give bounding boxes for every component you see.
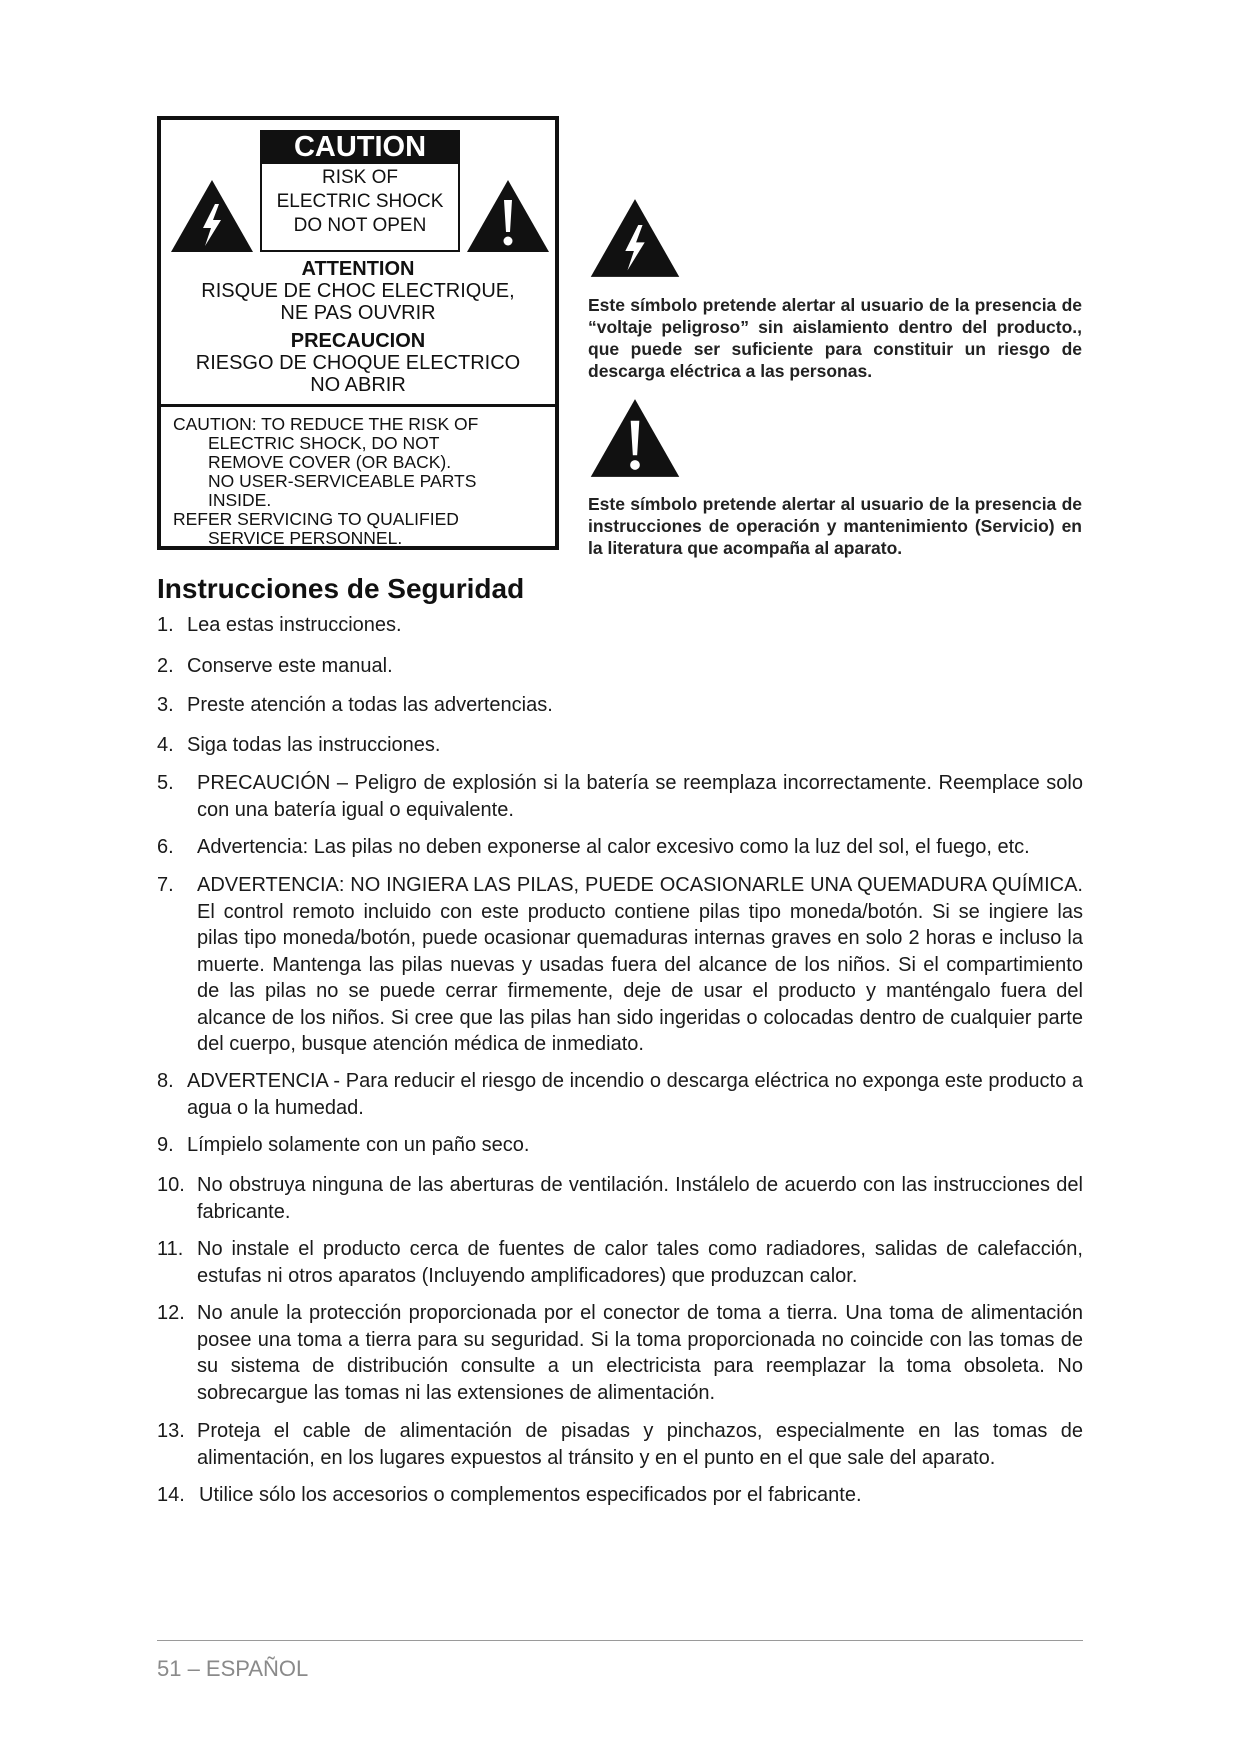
list-item-text: No obstruya ninguna de las aberturas de ventilación. Instálelo de acuerdo con las instrucciones del fabricante. [197, 1174, 1083, 1223]
list-item [157, 1418, 1083, 1471]
list-item [157, 732, 1083, 759]
list-item-number: 7. [157, 874, 174, 896]
spanish-warning-line: NO ABRIR [310, 374, 406, 396]
list-item-text: Conserve este manual. [187, 655, 393, 677]
service-warning-line: CAUTION: TO REDUCE THE RISK OF [173, 414, 479, 434]
risk-line: DO NOT OPEN [293, 215, 427, 236]
risk-line: RISK OF [321, 167, 398, 188]
list-item-number: 8. [157, 1070, 174, 1092]
list-item-text: Utilice sólo los accesorios o complementos especificados por el fabricante. [199, 1484, 862, 1506]
list-item-text: ADVERTENCIA: NO INGIERA LAS PILAS, PUEDE OCASIONARLE UNA QUEMADURA QUÍMICA. El control remoto incluido con este producto contiene pilas tipo moneda/botón. Si se ingiere las pilas tipo moneda/botón, puede ocasionar quemaduras internas graves en solo 2 horas e incluso la muerte. Mantenga las pilas nuevas y usadas fuera del alcance de los niños. Si el compartimiento de las pilas no se puede cerrar firmemente, deje de usar el producto y manténgalo fuera del alcance de los niños. Si cree que las pilas han sido ingeridas o colocadas dentro de cualquier parte del cuerpo, busque atención médica de inmediato. [197, 874, 1083, 1055]
list-item-number: 14. [157, 1484, 185, 1506]
list-item-number: 6. [157, 836, 174, 858]
service-warning-line: INSIDE. [208, 490, 272, 510]
lightning-triangle-icon [169, 178, 255, 254]
list-item-number: 3. [157, 694, 174, 716]
caution-title: CAUTION [260, 130, 460, 164]
footer-divider [157, 1640, 1083, 1641]
symbol-description: Este símbolo pretende alertar al usuario de la presencia de “voltaje peligroso” sin aislamiento dentro del producto., que puede ser suficiente para constituir un riesgo de descarga eléctrica a las personas. [588, 295, 1082, 381]
attention-label: ATTENTION [301, 258, 415, 280]
caution-label-divider [161, 404, 555, 407]
list-item-text: Límpielo solamente con un paño seco. [187, 1134, 530, 1156]
service-warning-line: NO USER-SERVICEABLE PARTS [208, 471, 477, 491]
list-item [157, 770, 1083, 823]
service-warning-line: ELECTRIC SHOCK, DO NOT [208, 433, 440, 453]
list-item-text: ADVERTENCIA - Para reducir el riesgo de incendio o descarga eléctrica no exponga este producto a agua o la humedad. [187, 1070, 1083, 1119]
precaucion-label: PRECAUCION [290, 330, 426, 352]
risk-of-shock-panel [260, 164, 460, 252]
list-item-number: 1. [157, 614, 174, 636]
list-item-number: 5. [157, 772, 174, 794]
lightning-triangle-icon [588, 197, 682, 279]
caution-label-top [161, 120, 555, 404]
list-item [157, 1482, 1083, 1509]
page-title: Instrucciones de Seguridad [157, 573, 525, 604]
list-item-text: Advertencia: Las pilas no deben exponerse al calor excesivo como la luz del sol, el fuego, etc. [197, 836, 1030, 858]
list-item-text: Lea estas instrucciones. [187, 614, 402, 636]
service-warning-line: SERVICE PERSONNEL. [208, 528, 403, 548]
list-item-number: 4. [157, 734, 174, 756]
list-item-text: PRECAUCIÓN – Peligro de explosión si la batería se reemplaza incorrectamente. Reemplace solo con una batería igual o equivalente. [197, 772, 1083, 821]
exclamation-triangle-icon [465, 178, 551, 254]
list-item [157, 692, 1083, 719]
list-item-number: 9. [157, 1134, 174, 1156]
list-item [157, 1172, 1083, 1225]
list-item-number: 13. [157, 1420, 185, 1442]
list-item-number: 11. [157, 1238, 184, 1260]
french-warning-line: NE PAS OUVRIR [280, 302, 436, 324]
list-item [157, 653, 1083, 680]
french-warning-line: RISQUE DE CHOC ELECTRIQUE, [201, 280, 515, 302]
list-item-text: No anule la protección proporcionada por el conector de toma a tierra. Una toma de alimentación posee una toma a tierra para su seguridad. Si la toma proporcionada no coincide con las tomas de su sistema de distribución consulte a un electricista para reemplazar la toma obsoleta. No sobrecargue las tomas ni las extensiones de alimentación. [197, 1302, 1083, 1404]
list-item [157, 612, 1083, 639]
exclamation-triangle-icon [588, 397, 682, 479]
list-item [157, 1132, 1083, 1159]
caution-label [157, 116, 559, 550]
page-number: 51 – ESPAÑOL [157, 1656, 309, 1681]
risk-line: ELECTRIC SHOCK [276, 191, 444, 212]
list-item-number: 10. [157, 1174, 185, 1196]
symbol-description: Este símbolo pretende alertar al usuario de la presencia de instrucciones de operación y mantenimiento (Servicio) en la literatura que acompaña al aparato. [588, 494, 1082, 558]
list-item-text: Siga todas las instrucciones. [187, 734, 441, 756]
list-item-number: 2. [157, 655, 174, 677]
spanish-warning-line: RIESGO DE CHOQUE ELECTRICO [195, 352, 521, 374]
service-warning-line: REMOVE COVER (OR BACK). [208, 452, 452, 472]
list-item [157, 1300, 1083, 1406]
list-item [157, 872, 1083, 1058]
list-item-text: Proteja el cable de alimentación de pisadas y pinchazos, especialmente en las tomas de alimentación, en los lugares expuestos al tránsito y en el punto en el que sale del aparato. [197, 1420, 1083, 1469]
list-item-text: No instale el producto cerca de fuentes de calor tales como radiadores, salidas de calefacción, estufas ni otros aparatos (Incluyendo amplificadores) que produzcan calor. [197, 1238, 1083, 1287]
service-warning-line: REFER SERVICING TO QUALIFIED [173, 509, 459, 529]
list-item-text: Preste atención a todas las advertencias. [187, 694, 553, 716]
list-item [157, 834, 1083, 861]
list-item-number: 12. [157, 1302, 185, 1324]
list-item [157, 1236, 1083, 1289]
list-item [157, 1068, 1083, 1121]
